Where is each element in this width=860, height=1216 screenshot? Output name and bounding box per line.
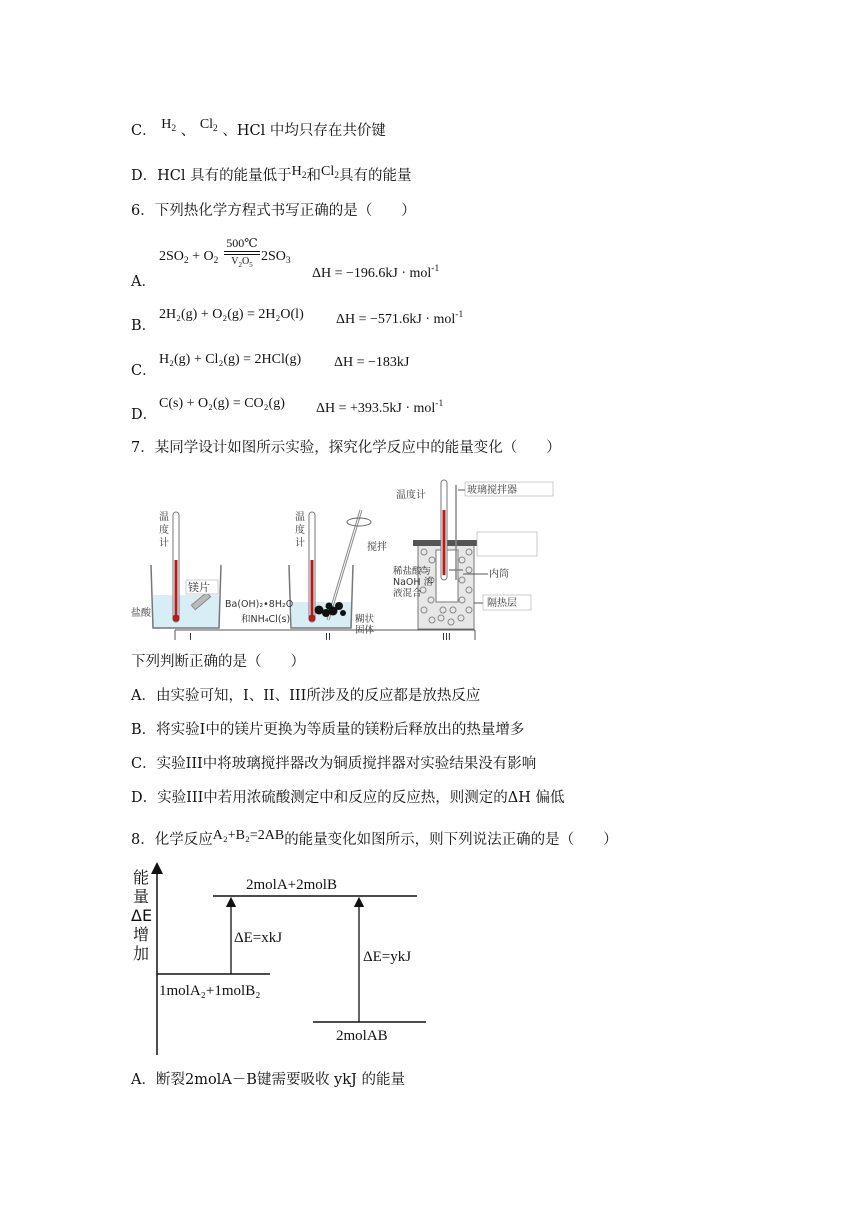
q8-option-a: A．断裂2molA－B键需要吸收 ykJ 的能量 [131,1072,405,1088]
stir-label: 搅拌 [367,542,387,553]
q7-judge-prompt: 下列判断正确的是（ ） [131,654,305,670]
q7-option-d: D．实验III中若用浓硫酸测定中和反应的反应热，则测定的ΔH 偏低 [131,790,565,806]
paste-label: 糊状固体 [355,614,375,636]
q7-experiment-figure [131,470,561,645]
q5-option-d: D．HCl 具有的能量低于$H_2$和$Cl_2$具有的能量 [131,164,412,184]
q6-option-b-letter: B． [131,318,157,334]
q6-option-d-letter: D． [131,407,158,423]
label-i: I [189,632,192,643]
q7-option-c: C．实验III中将玻璃搅拌器改为铜质搅拌器对实验结果没有影响 [131,756,537,772]
inner-cup-label: 内筒 [489,569,509,580]
q7-stem: 7．某同学设计如图所示实验，探究化学反应中的能量变化（ ） [131,440,561,456]
calorimeter-iii [393,480,553,643]
delta-y-label: ΔE=ykJ [363,949,412,965]
q6-option-d-enthalpy: ΔH = +393.5kJ · mol$^{-1}$ [316,399,444,416]
insulation-label: 隔热层 [487,598,517,609]
q6-option-a-enthalpy: ΔH = −196.6kJ · mol$^{-1}$ [312,264,440,281]
q6-option-a-letter: A． [131,274,156,290]
beaker-i [131,511,221,643]
bottom-energy-level-label: 2molAB [336,1028,388,1044]
q6-option-c-enthalpy: ΔH = −183kJ [334,355,410,370]
thermometer-label-3: 温度计 [396,490,426,501]
q6-option-c-equation: H₂(g) + Cl₂(g) = 2HCl(g) [159,352,302,367]
q6-option-a-product: $2SO_3$ [261,249,291,266]
q6-option-d-equation: C(s) + O₂(g) = CO₂(g) [159,396,285,411]
q8-stem: 8．化学反应A₂+B₂=2AB的能量变化如图所示，则下列说法正确的是（ ） [131,828,618,848]
top-energy-level-label: 2molA+2molB [246,877,337,893]
q7-option-b: B．将实验I中的镁片更换为等质量的镁粉后释放出的热量增多 [131,722,525,738]
glass-stirrer-label: 玻璃搅拌器 [467,485,517,496]
q6-stem: 6．下列热化学方程式书写正确的是（ ） [131,203,416,219]
y-axis-label: 能量 ΔE 增加 [131,868,153,963]
q7-option-a: A．由实验可知，I、II、III所涉及的反应都是放热反应 [131,688,481,704]
q6-option-a-condition: 500℃ $V_2O_5$ [224,237,260,271]
hydrochloric-acid-label: 盐酸 [131,608,151,619]
q6-option-b-equation: 2H₂(g) + O₂(g) = 2H₂O(l) [159,307,304,322]
left-energy-level-label: 1molA₂+1molB₂ [159,983,261,999]
mix-label: 稀盐酸与 NaOH 溶液混合 [393,566,434,599]
q8-energy-diagram [128,860,428,1060]
q6-option-c-letter: C． [131,363,157,379]
label-ii: II [325,632,331,643]
q6-option-b-enthalpy: ΔH = −571.6kJ · mol$^{-1}$ [336,310,464,327]
thermometer-label-2: 温度计 [295,512,305,549]
reagent-label-2: 和NH₄Cl(s) [241,614,291,625]
reagent-label-1: Ba(OH)₂•8H₂O [225,599,294,610]
delta-x-label: ΔE=xkJ [234,930,283,946]
q5-option-c: C． $H_2$ 、 $Cl_2$ 、HCl 中均只存在共价键 [131,117,386,139]
beaker-ii [225,510,387,643]
thermometer-label-1: 温度计 [159,512,169,549]
q6-option-a-equation: $2SO_2 + O_2$ [159,249,219,266]
label-iii: III [442,632,451,643]
magnesium-label: 镁片 [188,581,210,594]
